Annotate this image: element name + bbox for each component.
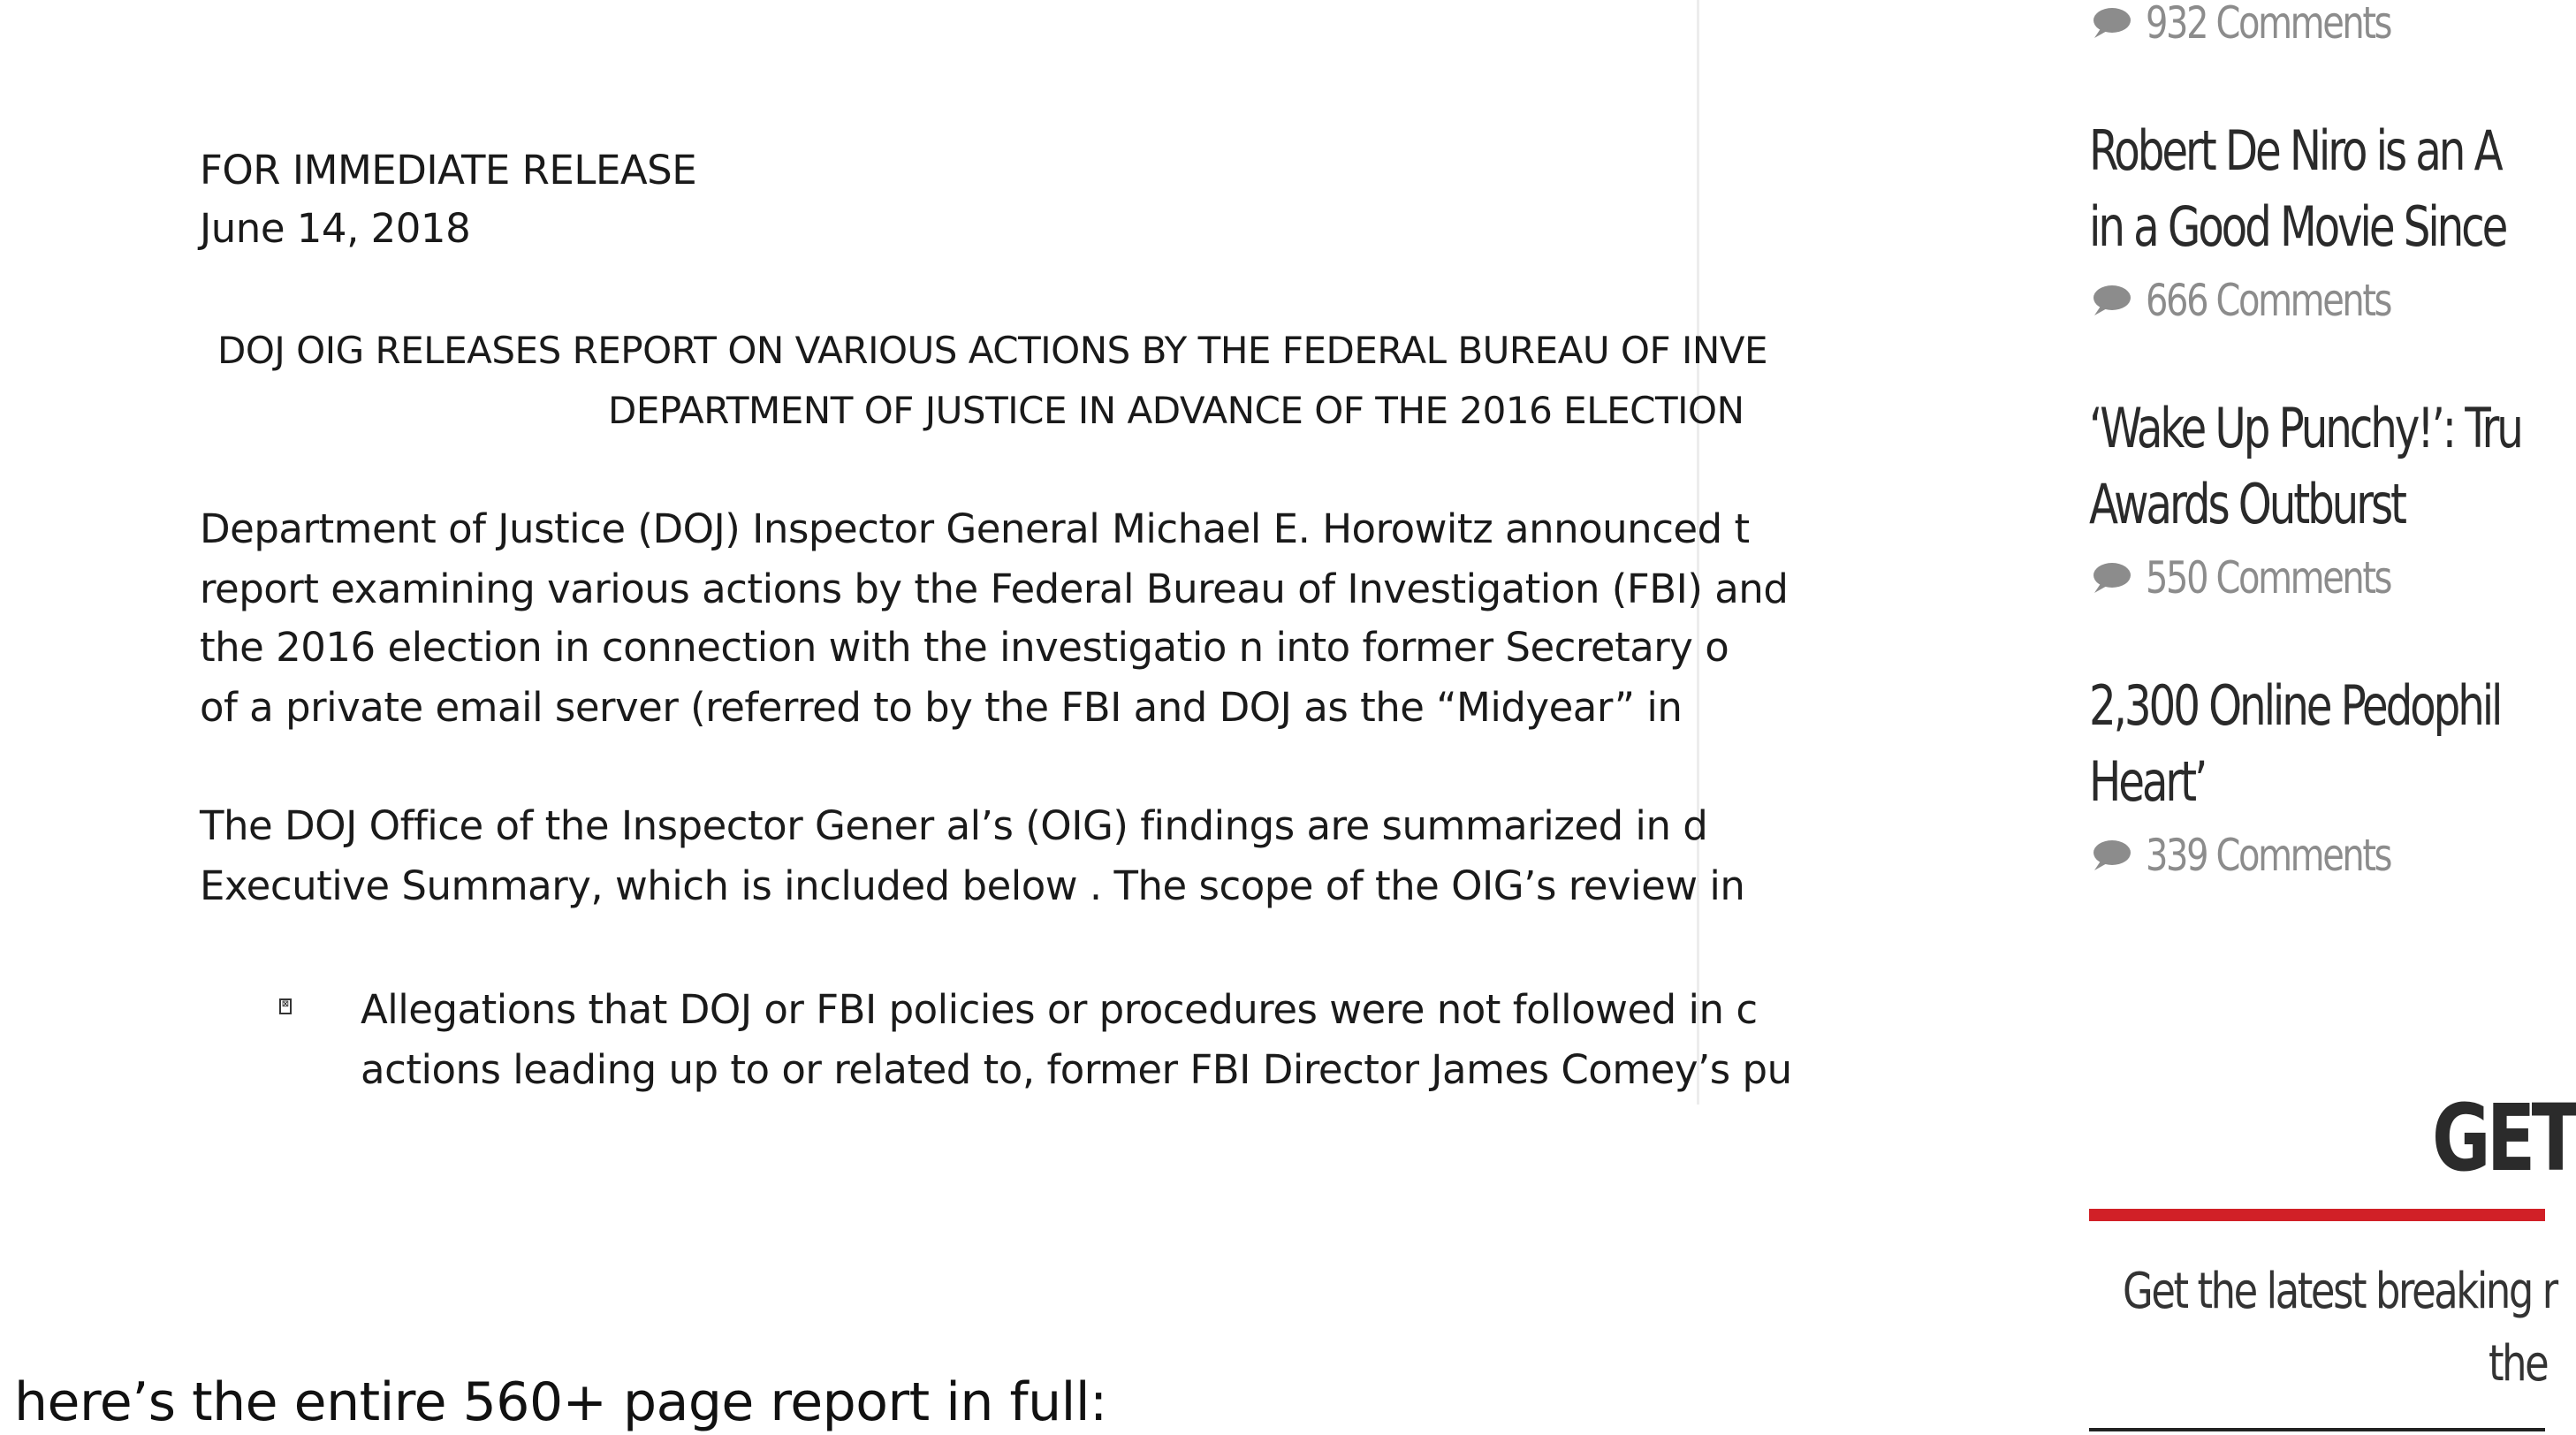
newsletter-heading: GET bbox=[2432, 1084, 2576, 1192]
paragraph-1-line-4: of a private email server (referred to by the FBI and DOJ as the “Midyear” in bbox=[200, 684, 1683, 731]
trending-item-2-title-line-2[interactable]: in a Good Movie Since bbox=[2089, 194, 2506, 259]
trending-item-3-title-line-1[interactable]: ‘Wake Up Punchy!’: Tru bbox=[2089, 396, 2521, 460]
comment-count: 666 Comments bbox=[2146, 275, 2391, 326]
comment-count: 550 Comments bbox=[2146, 552, 2391, 604]
bullet-line-1: Allegations that DOJ or FBI policies or procedures were not followed in c bbox=[361, 986, 1758, 1033]
comment-icon bbox=[2089, 561, 2131, 595]
paragraph-2-line-1: The DOJ Office of the Inspector Gener al’s (OIG) findings are summarized in d bbox=[200, 802, 1708, 849]
bullet-marker-icon: ⊠ bbox=[279, 998, 292, 1014]
document-headline-line-1: DOJ OIG RELEASES REPORT ON VARIOUS ACTIONS BY THE FEDERAL BUREAU OF INVE bbox=[217, 329, 1768, 372]
trending-item-4-comments[interactable] bbox=[2089, 829, 2451, 882]
trending-item-3-comments[interactable] bbox=[2089, 551, 2451, 604]
article-caption: here’s the entire 560+ page report in full: bbox=[14, 1371, 1107, 1433]
comment-icon bbox=[2089, 284, 2131, 317]
comment-icon bbox=[2089, 6, 2131, 40]
comment-icon bbox=[2089, 839, 2131, 872]
bullet-line-2: actions leading up to or related to, former FBI Director James Comey’s pu bbox=[361, 1046, 1792, 1093]
trending-item-3-title-line-2[interactable]: Awards Outburst bbox=[2089, 472, 2405, 536]
trending-item-1-comments[interactable] bbox=[2089, 0, 2451, 49]
paragraph-1-line-2: report examining various actions by the Federal Bureau of Investigation (FBI) and bbox=[200, 566, 1789, 612]
paragraph-2-line-2: Executive Summary, which is included below . The scope of the OIG’s review in bbox=[200, 862, 1745, 909]
comment-count: 339 Comments bbox=[2146, 830, 2391, 881]
trending-item-2-comments[interactable] bbox=[2089, 274, 2451, 327]
document-headline-line-2: DEPARTMENT OF JUSTICE IN ADVANCE OF THE 2016 ELECTION bbox=[608, 389, 1744, 432]
newsletter-text-line-2: the bbox=[2489, 1335, 2548, 1393]
trending-item-4-title-line-1[interactable]: 2,300 Online Pedophil bbox=[2089, 673, 2501, 738]
newsletter-text-line-1: Get the latest breaking r bbox=[2123, 1263, 2557, 1320]
release-date: June 14, 2018 bbox=[200, 205, 471, 252]
paragraph-1-line-1: Department of Justice (DOJ) Inspector General Michael E. Horowitz announced t bbox=[200, 505, 1750, 552]
trending-item-4-title-line-2[interactable]: Heart’ bbox=[2089, 749, 2206, 814]
release-label: FOR IMMEDIATE RELEASE bbox=[200, 147, 697, 194]
paragraph-1-line-3: the 2016 election in connection with the investigatio n into former Secretary o bbox=[200, 624, 1729, 671]
newsletter-divider bbox=[2089, 1428, 2545, 1431]
comment-count: 932 Comments bbox=[2146, 0, 2391, 49]
newsletter-accent-rule bbox=[2089, 1209, 2545, 1221]
trending-item-2-title-line-1[interactable]: Robert De Niro is an A bbox=[2089, 118, 2501, 183]
